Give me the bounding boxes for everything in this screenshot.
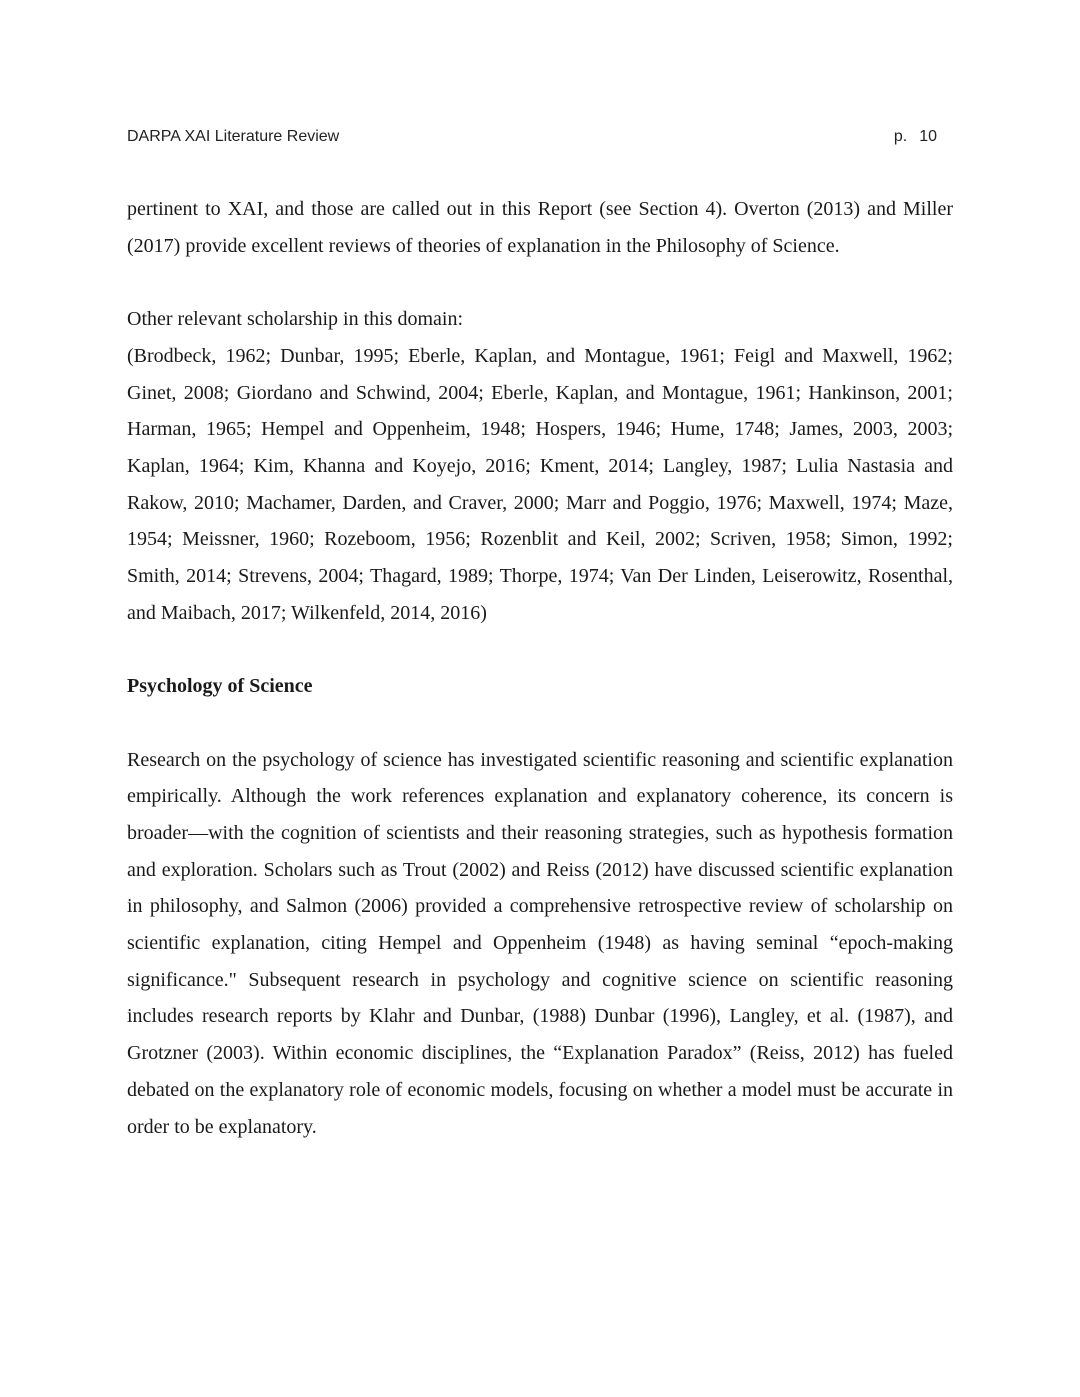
spacer [127,705,953,742]
intro-paragraph: pertinent to XAI, and those are called out in this Report (see Section 4). Overton (2013) and Miller (2017) provide excellent reviews of theories of explanation in the Philosophy of Science. [127,198,953,257]
spacer [127,264,953,301]
document-title: DARPA XAI Literature Review [127,128,340,145]
body-paragraph: Research on the psychology of science has investigated scientific reasoning and scientific explanation empirically. Although the work references explanation and explanatory coherence, its concern is broader—with the cognition of scientists and their reasoning strategies, such as hypothesis formation and exploration. Scholars such as Trout (2002) and Reiss (2012) have discussed scientific explanation in philosophy, and Salmon (2006) provided a comprehensive retrospective review of scholarship on scientific explanation, citing Hempel and Oppenheim (1948) as having seminal “epoch-making significance." Subsequent research in psychology and cognitive science on scientific reasoning includes research reports by Klahr and Dunbar, (1988) Dunbar (1996), Langley, et al. (1987), and Grotzner (2003). Within economic disciplines, the “Explanation Paradox” (Reiss, 2012) has fueled debated on the explanatory role of economic models, focusing on whether a model must be accurate in order to be explanatory. [127,748,953,1138]
section-heading: Psychology of Science [127,675,313,698]
page-body [127,191,953,1145]
page-prefix: p. [893,128,908,145]
page-number-value: 10 [919,128,937,145]
spacer [127,631,953,668]
page-number [894,128,937,146]
citations-paragraph: (Brodbeck, 1962; Dunbar, 1995; Eberle, Kaplan, and Montague, 1961; Feigl and Maxwell, 1962; Ginet, 2008; Giordano and Schwind, 2004; Eberle, Kaplan, and Montague, 1961; Hankinson, 2001; Harman, 1965; Hempel and Oppenheim, 1948; Hospers, 1946; Hume, 1748; James, 2003, 2003; Kaplan, 1964; Kim, Khanna and Koyejo, 2016; Kment, 2014; Langley, 1987; Lulia Nastasia and Rakow, 2010; Machamer, Darden, and Craver, 2000; Marr and Poggio, 1976; Maxwell, 1974; Maze, 1954; Meissner, 1960; Rozeboom, 1956; Rozenblit and Keil, 2002; Scriven, 1958; Simon, 1992; Smith, 2014; Strevens, 2004; Thagard, 1989; Thorpe, 1974; Van Der Linden, Leiserowitz, Rosenthal, and Maibach, 2017; Wilkenfeld, 2014, 2016) [127,344,953,624]
other-scholarship-label: Other relevant scholarship in this domain: [127,308,464,331]
